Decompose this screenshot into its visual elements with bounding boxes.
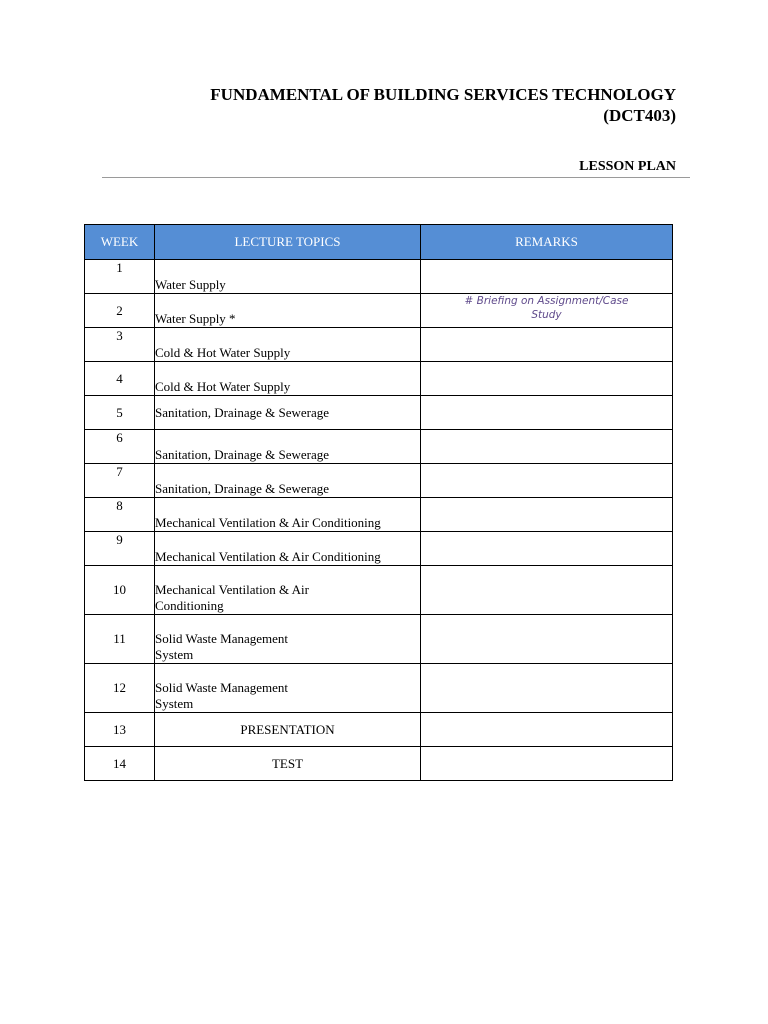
table-row [85,713,673,747]
table-row [85,430,673,464]
week-cell: 14 [85,747,155,781]
remarks-cell [421,294,673,328]
topic-cell: Water Supply [155,260,421,294]
topic-cell [155,664,421,713]
week-cell: 3 [85,328,155,362]
table-row [85,328,673,362]
table-row [85,664,673,713]
week-cell: 5 [85,396,155,430]
table-row [85,615,673,664]
document-subtitle: LESSON PLAN [579,159,676,174]
topic-line: Conditioning [155,598,224,613]
course-code: (DCT403) [603,106,676,125]
topic-cell: Mechanical Ventilation & Air Conditioning [155,498,421,532]
table-row [85,260,673,294]
table-row [85,566,673,615]
table-row [85,294,673,328]
remarks-cell [421,396,673,430]
column-header-lecture-topics: LECTURE TOPICS [155,225,421,260]
table-header-row [85,225,673,260]
remarks-cell [421,430,673,464]
topic-line: Solid Waste Management [155,680,289,695]
topic-cell [155,615,421,664]
week-cell: 9 [85,532,155,566]
column-header-week: WEEK [85,225,155,260]
remarks-cell [421,532,673,566]
topic-cell: TEST [155,747,421,781]
remarks-cell [421,498,673,532]
topic-cell: Mechanical Ventilation & Air Conditioning [155,532,421,566]
table-row [85,396,673,430]
week-cell: 8 [85,498,155,532]
table-row [85,464,673,498]
remarks-cell [421,328,673,362]
table-row [85,362,673,396]
remarks-cell [421,464,673,498]
remarks-cell [421,664,673,713]
week-cell: 10 [85,566,155,615]
topic-cell: Cold & Hot Water Supply [155,328,421,362]
week-cell: 2 [85,294,155,328]
week-cell: 1 [85,260,155,294]
topic-line: Solid Waste Management [155,631,289,646]
table-row [85,498,673,532]
week-cell: 11 [85,615,155,664]
header-divider [102,177,690,178]
table-row [85,532,673,566]
week-cell: 6 [85,430,155,464]
topic-line: System [155,696,194,711]
topic-cell [155,566,421,615]
topic-line: Mechanical Ventilation & Air [155,582,309,597]
topic-cell: Water Supply * [155,294,421,328]
week-cell: 13 [85,713,155,747]
remark-line: # Briefing on Assignment/Case [464,295,629,307]
table-row [85,747,673,781]
remarks-cell [421,260,673,294]
topic-cell: Sanitation, Drainage & Sewerage [155,430,421,464]
topic-cell: Sanitation, Drainage & Sewerage [155,396,421,430]
topic-cell: PRESENTATION [155,713,421,747]
remarks-cell [421,713,673,747]
remarks-cell [421,566,673,615]
lesson-plan-table [84,224,673,781]
topic-cell: Cold & Hot Water Supply [155,362,421,396]
document-title: FUNDAMENTAL OF BUILDING SERVICES TECHNOLOGY [210,85,676,104]
topic-line: System [155,647,194,662]
week-cell: 4 [85,362,155,396]
column-header-remarks: REMARKS [421,225,673,260]
week-cell: 12 [85,664,155,713]
remarks-cell [421,747,673,781]
remark-line: Study [531,309,562,321]
remarks-cell [421,615,673,664]
week-cell: 7 [85,464,155,498]
remarks-cell [421,362,673,396]
topic-cell: Sanitation, Drainage & Sewerage [155,464,421,498]
